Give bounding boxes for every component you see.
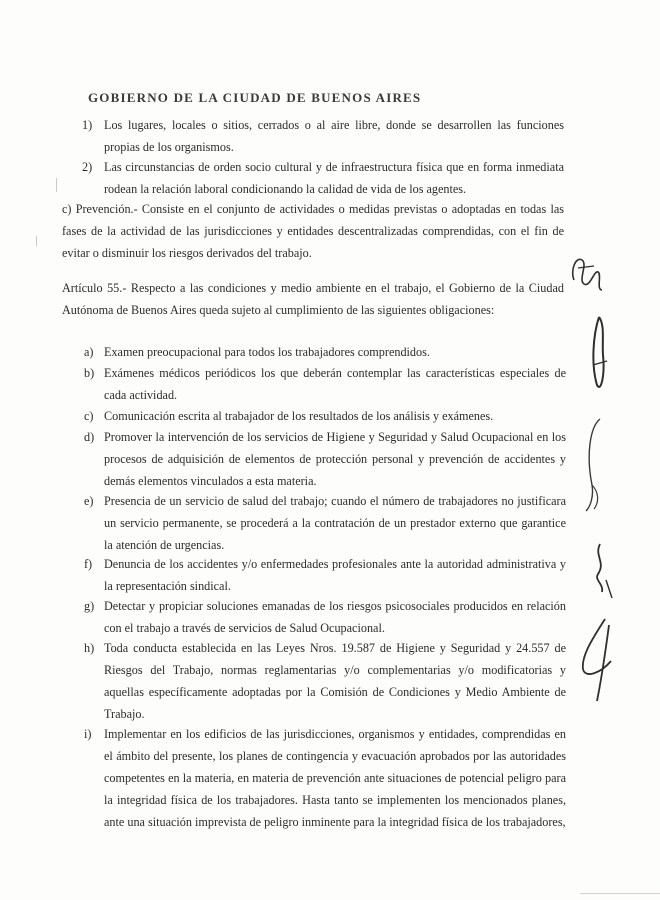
list-number: b) (84, 366, 95, 380)
list-number: g) (84, 599, 95, 613)
scan-mark (36, 236, 37, 246)
list-number: f) (84, 557, 93, 571)
handwritten-initial (568, 250, 608, 305)
list-number: h) (84, 641, 95, 655)
scan-mark (56, 178, 57, 192)
list-item-text: Las circunstancias de orden socio cultural y de infraestructura física que en forma inmediata rodean la relación laboral condicionando la calidad de vida de los agentes. (104, 160, 564, 196)
list-item-text: Denuncia de los accidentes y/o enfermedades profesionales ante la autoridad administrativa y la representación sindical. (104, 557, 566, 593)
list-number: 1) (82, 118, 93, 132)
page-header: GOBIERNO DE LA CIUDAD DE BUENOS AIRES (88, 90, 422, 105)
list-number: 2) (82, 160, 93, 174)
list-item-text: Promover la intervención de los servicios de Higiene y Seguridad y Salud Ocupacional en los procesos de adquisición de elementos de protección personal y prevención de accidentes y demás elementos vinculados a esta materia. (104, 430, 566, 488)
handwritten-initial (580, 415, 610, 520)
list-item-text: Comunicación escrita al trabajador de los resultados de los análisis y exámenes. (104, 409, 494, 423)
handwritten-initial (585, 315, 615, 400)
prevencion-paragraph: c) Prevención.- Consiste en el conjunto de actividades o medidas previstas o adoptadas en todas las fases de la actividad de las jurisdicciones y entidades descentralizadas comprendidas, con el fin de evitar o disminuir los riesgos derivados del trabajo. (62, 202, 564, 260)
list-item-text: Implementar en los edificios de las jurisdicciones, organismos y entidades, comprendidas en el ámbito del presente, los planes de contingencia y evacuación aprobados por las autoridades competentes en la materia, en materia de prevención ante situaciones de potencial peligro para la integridad física de los trabajadores. Hasta tanto se implementen los mencionados planes, ante una situación imprevista de peligro inminente para la integridad física de los trabajadores, (104, 727, 566, 829)
list-item-text: Detectar y propiciar soluciones emanadas de los riesgos psicosociales producidos en relación con el trabajo a través de servicios de Salud Ocupacional. (104, 599, 566, 635)
handwritten-initial (575, 615, 625, 710)
handwritten-initial (588, 540, 618, 605)
list-number: e) (84, 494, 94, 508)
list-item-text: Examen preocupacional para todos los trabajadores comprendidos. (104, 345, 430, 359)
scan-mark (580, 893, 660, 894)
list-item-text: Toda conducta establecida en las Leyes Nros. 19.587 de Higiene y Seguridad y 24.557 de Riesgos del Trabajo, normas reglamentarias y/o complementarias y/o modificatorias y aquellas específicamente adoptadas por la Comisión de Condiciones y Medio Ambiente de Trabajo. (104, 641, 566, 721)
list-item-text: Exámenes médicos periódicos los que deberán contemplar las características especiales de cada actividad. (104, 366, 566, 402)
list-number: d) (84, 430, 95, 444)
list-item-text: Presencia de un servicio de salud del trabajo; cuando el número de trabajadores no justificara un servicio permanente, se procederá a la contratación de un prestador externo que garantice la atención de urgencias. (104, 494, 566, 552)
list-number: a) (84, 345, 94, 359)
list-number: i) (84, 727, 92, 741)
list-item-text: Los lugares, locales o sitios, cerrados o al aire libre, donde se desarrollen las funciones propias de los organismos. (104, 118, 564, 154)
articulo-paragraph: Artículo 55.- Respecto a las condiciones y medio ambiente en el trabajo, el Gobierno de la Ciudad Autónoma de Buenos Aires queda sujeto al cumplimiento de las siguientes obligaciones: (62, 281, 564, 317)
list-number: c) (84, 409, 94, 423)
